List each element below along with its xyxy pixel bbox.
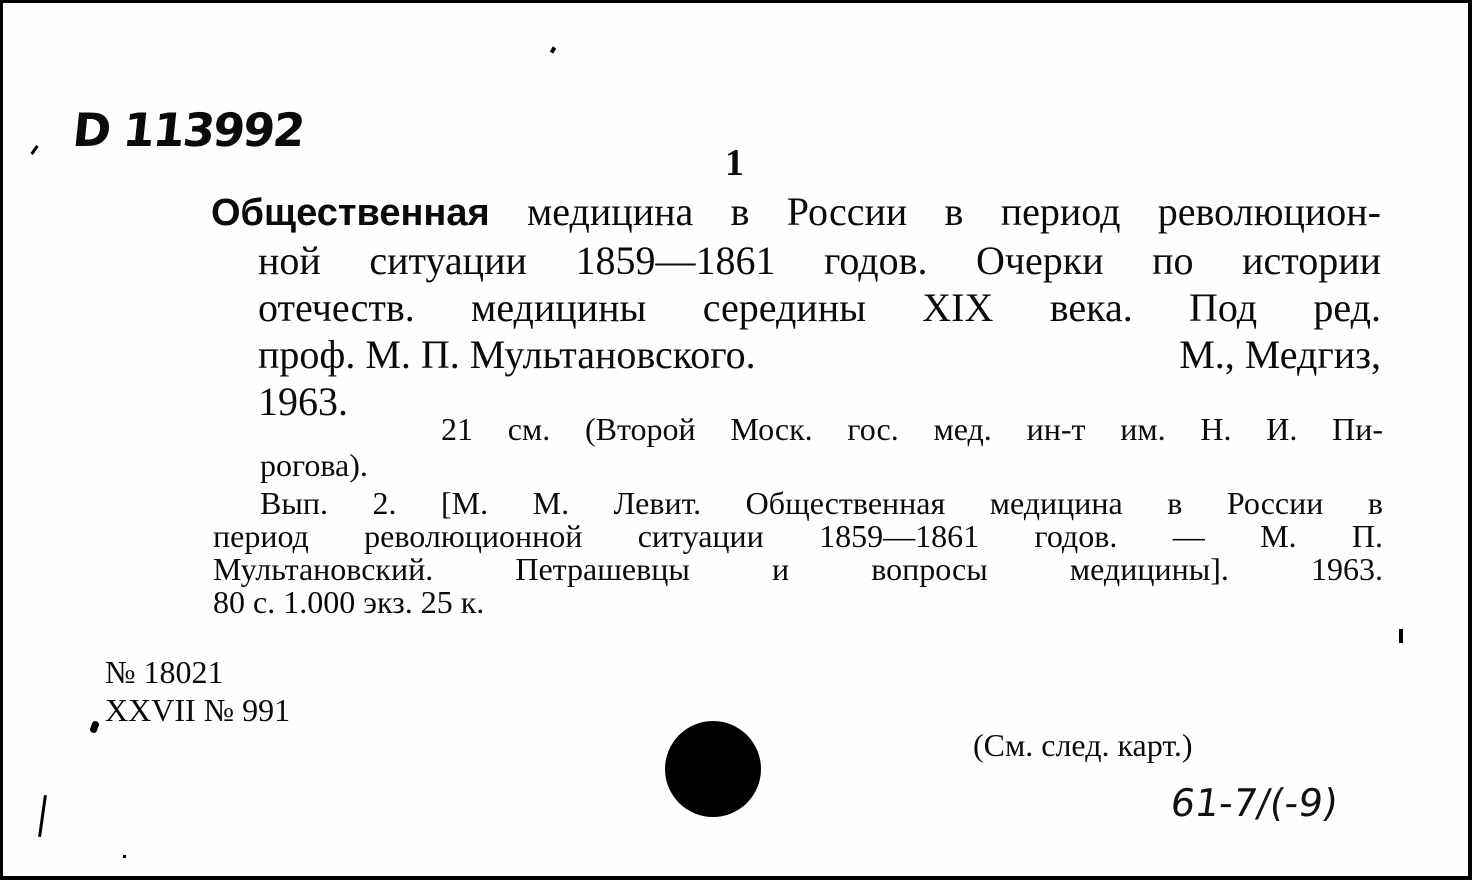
- contents-line-4: 80 с. 1.000 экз. 25 к.: [213, 584, 485, 620]
- editor-statement: проф. М. П. Мультановского.: [258, 332, 756, 377]
- collation-line-2: рогова).: [260, 447, 368, 483]
- contents-line-1: Вып. 2. [М. М. Левит. Общественная медицина в России в: [260, 485, 1383, 521]
- speck-mark: [123, 855, 126, 858]
- title-line-1-rest: медицина в России в период революцион-: [526, 189, 1382, 234]
- registry-numbers: [105, 653, 290, 729]
- title-line-1: [211, 188, 1381, 237]
- speck-mark: [38, 795, 47, 837]
- contents-note: [213, 487, 1383, 619]
- speck-mark: [1399, 629, 1403, 643]
- speck-mark: [30, 145, 38, 155]
- contents-line-3: Мультановский. Петрашевцы и вопросы медицины]. 1963.: [213, 551, 1383, 587]
- collation-line-1: 21 см. (Второй Моск. гос. мед. ин-т им. Н. И. Пи-: [441, 411, 1383, 447]
- collation-block: [213, 411, 1383, 483]
- speck-mark: [89, 720, 100, 734]
- see-next-card: (См. след. карт.): [973, 727, 1193, 763]
- title-line-3: отечеств. медицины середины XIX века. Под ред.: [258, 285, 1381, 330]
- title-heading-word: Общественная: [211, 192, 490, 234]
- speck-mark: [550, 46, 556, 53]
- registry-line-2: XXVII № 991: [105, 692, 291, 728]
- title-line-4: [211, 331, 1381, 378]
- contents-line-2: период революционной ситуации 1859—1861 годов. — М. П.: [213, 518, 1383, 554]
- registry-line-1: № 18021: [105, 654, 224, 690]
- imprint-publisher: М., Медгиз,: [1179, 332, 1381, 377]
- title-line-2: ной ситуации 1859—1861 годов. Очерки по истории: [258, 238, 1381, 283]
- punch-hole: [665, 721, 761, 817]
- card-number: 1: [725, 142, 744, 184]
- title-block: [211, 188, 1381, 425]
- call-number: D 113992: [70, 103, 307, 157]
- handwritten-code: 61-7/(-9): [1167, 781, 1341, 825]
- imprint-year: 1963.: [258, 379, 348, 424]
